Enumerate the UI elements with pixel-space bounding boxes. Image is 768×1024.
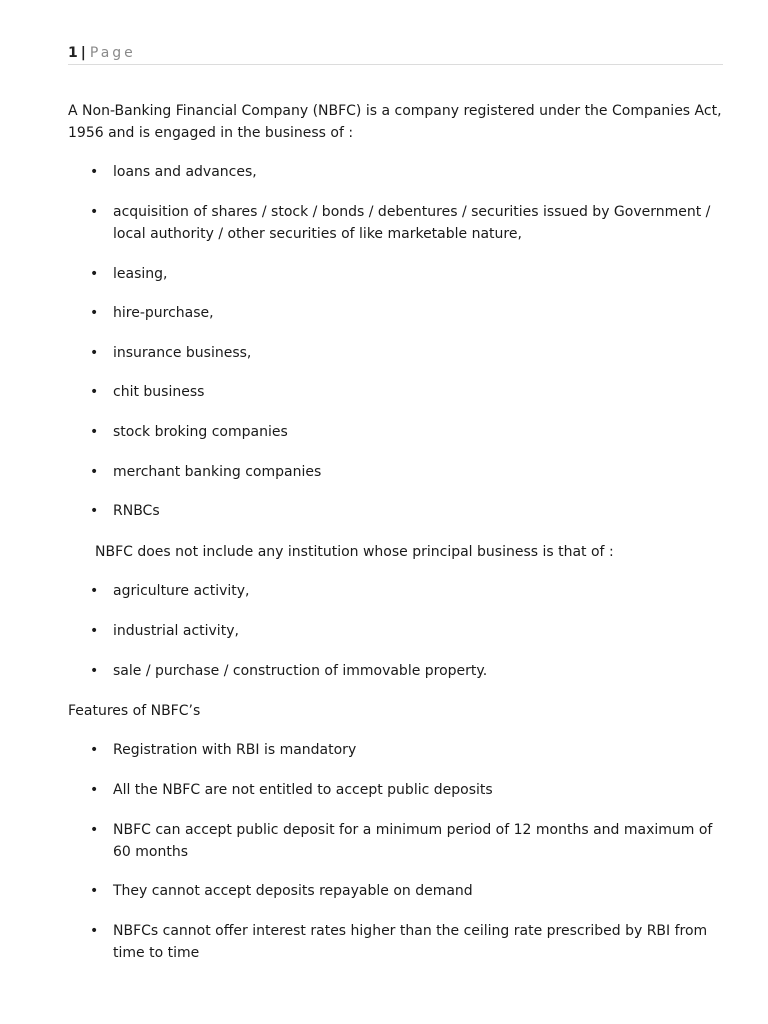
page-separator: | bbox=[80, 45, 86, 61]
bullet-icon: • bbox=[90, 345, 99, 361]
bullet-icon: • bbox=[90, 623, 99, 639]
exclusion-paragraph: NBFC does not include any institution whose principal business is that of : bbox=[95, 544, 614, 560]
list-item-text: Registration with RBI is mandatory bbox=[113, 742, 357, 758]
bullet-icon: • bbox=[90, 583, 99, 599]
bullet-icon: • bbox=[90, 782, 99, 798]
bullet-icon: • bbox=[90, 663, 99, 679]
bullet-icon: • bbox=[90, 464, 99, 480]
list-item-text: insurance business, bbox=[113, 345, 252, 361]
list-item-text: All the NBFC are not entitled to accept public deposits bbox=[113, 782, 493, 798]
bullet-icon: • bbox=[90, 503, 99, 519]
list-item-text: acquisition of shares / stock / bonds / debentures / securities issued by Government / local authority / other securities of like marketable nature, bbox=[113, 204, 711, 242]
bullet-icon: • bbox=[90, 883, 99, 899]
list-item-text: stock broking companies bbox=[113, 424, 288, 440]
bullet-icon: • bbox=[90, 266, 99, 282]
list-item-text: NBFC can accept public deposit for a minimum period of 12 months and maximum of 60 months bbox=[113, 822, 713, 860]
bullet-icon: • bbox=[90, 305, 99, 321]
bullet-icon: • bbox=[90, 742, 99, 758]
list-item-text: agriculture activity, bbox=[113, 583, 250, 599]
intro-paragraph: A Non-Banking Financial Company (NBFC) is a company registered under the Companies Act, 1956 and is engaged in the business of : bbox=[68, 103, 722, 141]
page-label: Page bbox=[89, 45, 136, 61]
features-heading: Features of NBFC’s bbox=[68, 703, 201, 719]
bullet-icon: • bbox=[90, 384, 99, 400]
list-item-text: sale / purchase / construction of immovable property. bbox=[113, 663, 488, 679]
bullet-icon: • bbox=[90, 424, 99, 440]
list-item-text: hire-purchase, bbox=[113, 305, 214, 321]
bullet-icon: • bbox=[90, 164, 99, 180]
bullet-icon: • bbox=[90, 204, 99, 220]
page-header bbox=[68, 44, 723, 65]
list-item-text: industrial activity, bbox=[113, 623, 239, 639]
list-item-text: chit business bbox=[113, 384, 205, 400]
list-item-text: loans and advances, bbox=[113, 164, 257, 180]
bullet-icon: • bbox=[90, 822, 99, 838]
list-item-text: leasing, bbox=[113, 266, 168, 282]
list-item-text: They cannot accept deposits repayable on demand bbox=[113, 883, 473, 899]
list-item-text: merchant banking companies bbox=[113, 464, 322, 480]
list-item-text: RNBCs bbox=[113, 503, 160, 519]
bullet-icon: • bbox=[90, 923, 99, 939]
list-item-text: NBFCs cannot offer interest rates higher than the ceiling rate prescribed by RBI from time to time bbox=[113, 923, 708, 961]
page-number: 1 bbox=[68, 45, 78, 61]
